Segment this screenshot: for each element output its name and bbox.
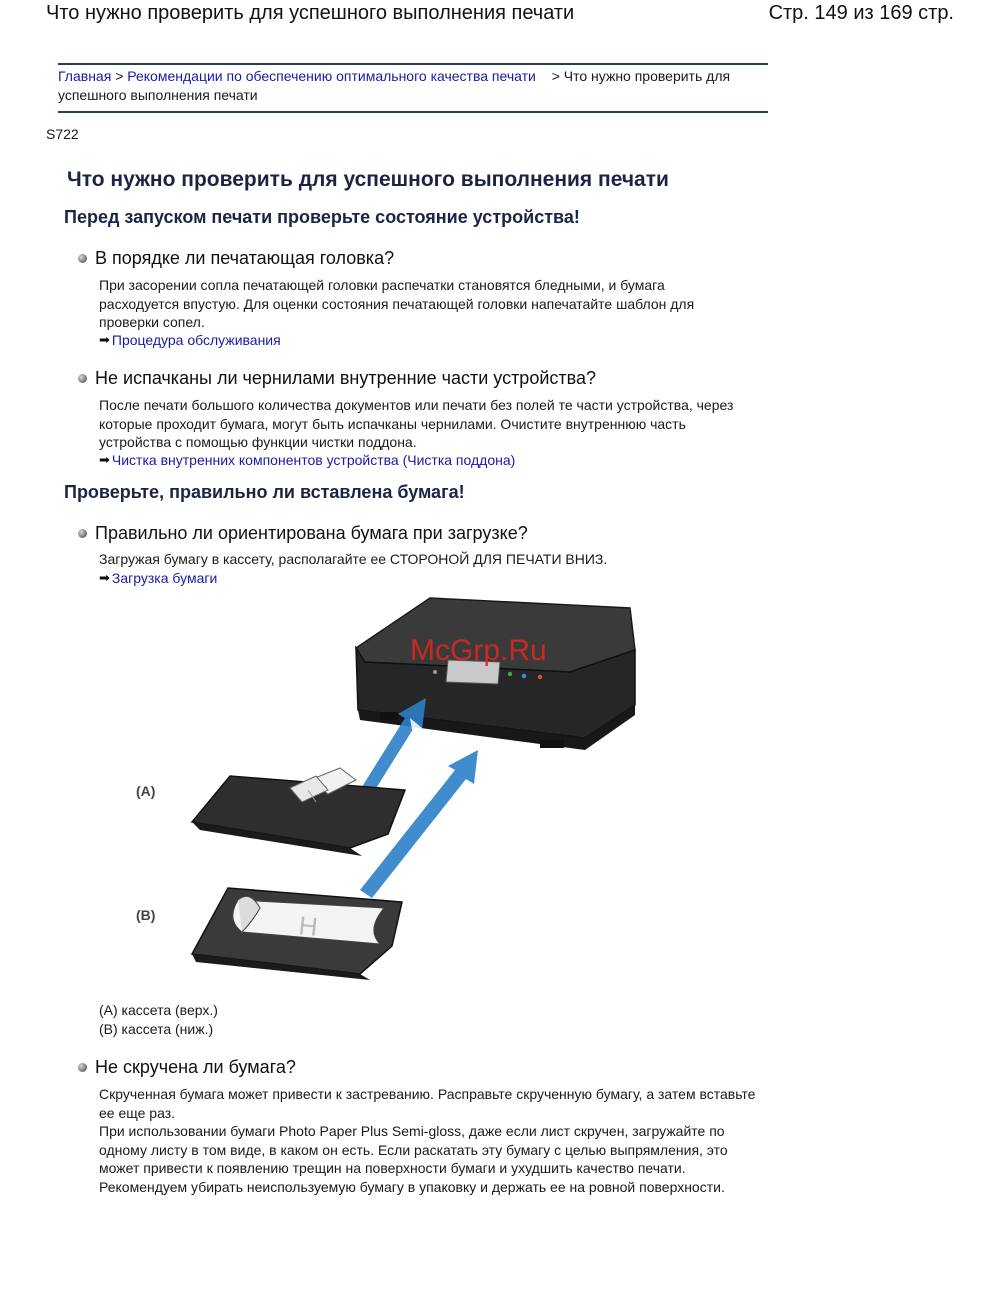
bullet-icon [78,1063,87,1072]
breadcrumb-current: > Что нужно проверить для успешного выполнения печати [58,68,731,103]
printer-icon [356,598,635,750]
page-title: Что нужно проверить для успешного выполнения печати [67,168,669,191]
caption-cassette-upper: (A) кассета (верх.) [99,1002,218,1018]
svg-text:H: H [297,910,320,942]
link-row-load-paper [99,569,217,588]
caption-cassette-lower: (B) кассета (ниж.) [99,1021,214,1037]
question-text: Не скручена ли бумага? [95,1057,296,1077]
paragraph-curled-paper-1: Скрученная бумага может привести к застреванию. Расправьте скрученную бумагу, а затем вставьте ее еще раз. [99,1086,756,1121]
figure-label-a: (A) [136,783,156,799]
section-heading-device: Перед запуском печати проверьте состояние устройства! [64,207,580,227]
maintenance-link[interactable]: Процедура обслуживания [111,332,281,348]
load-paper-link[interactable]: Загрузка бумаги [111,570,218,586]
right-arrow-icon: ➡ [99,332,110,347]
watermark: McGrp.Ru [410,634,547,667]
right-arrow-icon: ➡ [99,452,110,467]
breadcrumb-section-link[interactable]: Рекомендации по обеспечению оптимального качества печати [127,68,536,84]
paragraph-print-head: При засорении сопла печатающей головки распечатки становятся бледными, и бумага расходуется впустую. Для оценки состояния печатающей головки напечатайте шаблон для проверки сопел. [99,277,695,330]
link-row-bottom-plate [99,451,515,470]
question-text: В порядке ли печатающая головка? [95,248,395,268]
question-paper-orientation [78,523,528,544]
breadcrumb-home-link[interactable]: Главная [58,68,112,84]
question-text: Правильно ли ориентирована бумага при загрузке? [95,523,528,543]
right-arrow-icon: ➡ [99,570,110,585]
question-text: Не испачканы ли чернилами внутренние части устройства? [95,368,597,388]
bottom-plate-cleaning-link[interactable]: Чистка внутренних компонентов устройства (Чистка поддона) [111,452,516,468]
page-number: Стр. 149 из 169 стр. [768,2,954,24]
figure-label-b: (B) [136,907,156,923]
bullet-icon [78,374,87,383]
link-row-maintenance [99,331,281,350]
paragraph-paper-orientation: Загружая бумагу в кассету, располагайте ее СТОРОНОЙ ДЛЯ ПЕЧАТИ ВНИЗ. [99,551,608,567]
printer-cassette-illustration [130,590,650,990]
bullet-icon [78,529,87,538]
question-print-head [78,248,394,269]
lower-cassette-icon [192,888,402,980]
question-ink-inside [78,368,596,389]
section-heading-paper: Проверьте, правильно ли вставлена бумага! [64,482,465,502]
paragraph-curled-paper-2: При использовании бумаги Photo Paper Plus Semi-gloss, даже если лист скручен, загружайте по одному листу в том виде, в каком он есть. Если раскатать эту бумагу с целью выпрямления, это может привести к появлению трещин на поверхности бумаги и ухудшить качество печати. Рекомендуем убирать неиспользуемую бумагу в упаковку и держать ее на ровной поверхности. [99,1123,728,1195]
breadcrumb-separator: > [115,68,124,84]
breadcrumb [58,63,768,113]
model-label: S722 [46,126,79,142]
question-curled-paper [78,1057,296,1078]
bullet-icon [78,254,87,263]
paragraph-ink-inside: После печати большого количества документов или печати без полей те части устройства, через которые проходит бумага, могут быть испачканы чернилами. Очистите внутреннюю часть устройства с помощью функции чистки поддона. [99,397,734,450]
page-header-title: Что нужно проверить для успешного выполнения печати [46,2,575,24]
